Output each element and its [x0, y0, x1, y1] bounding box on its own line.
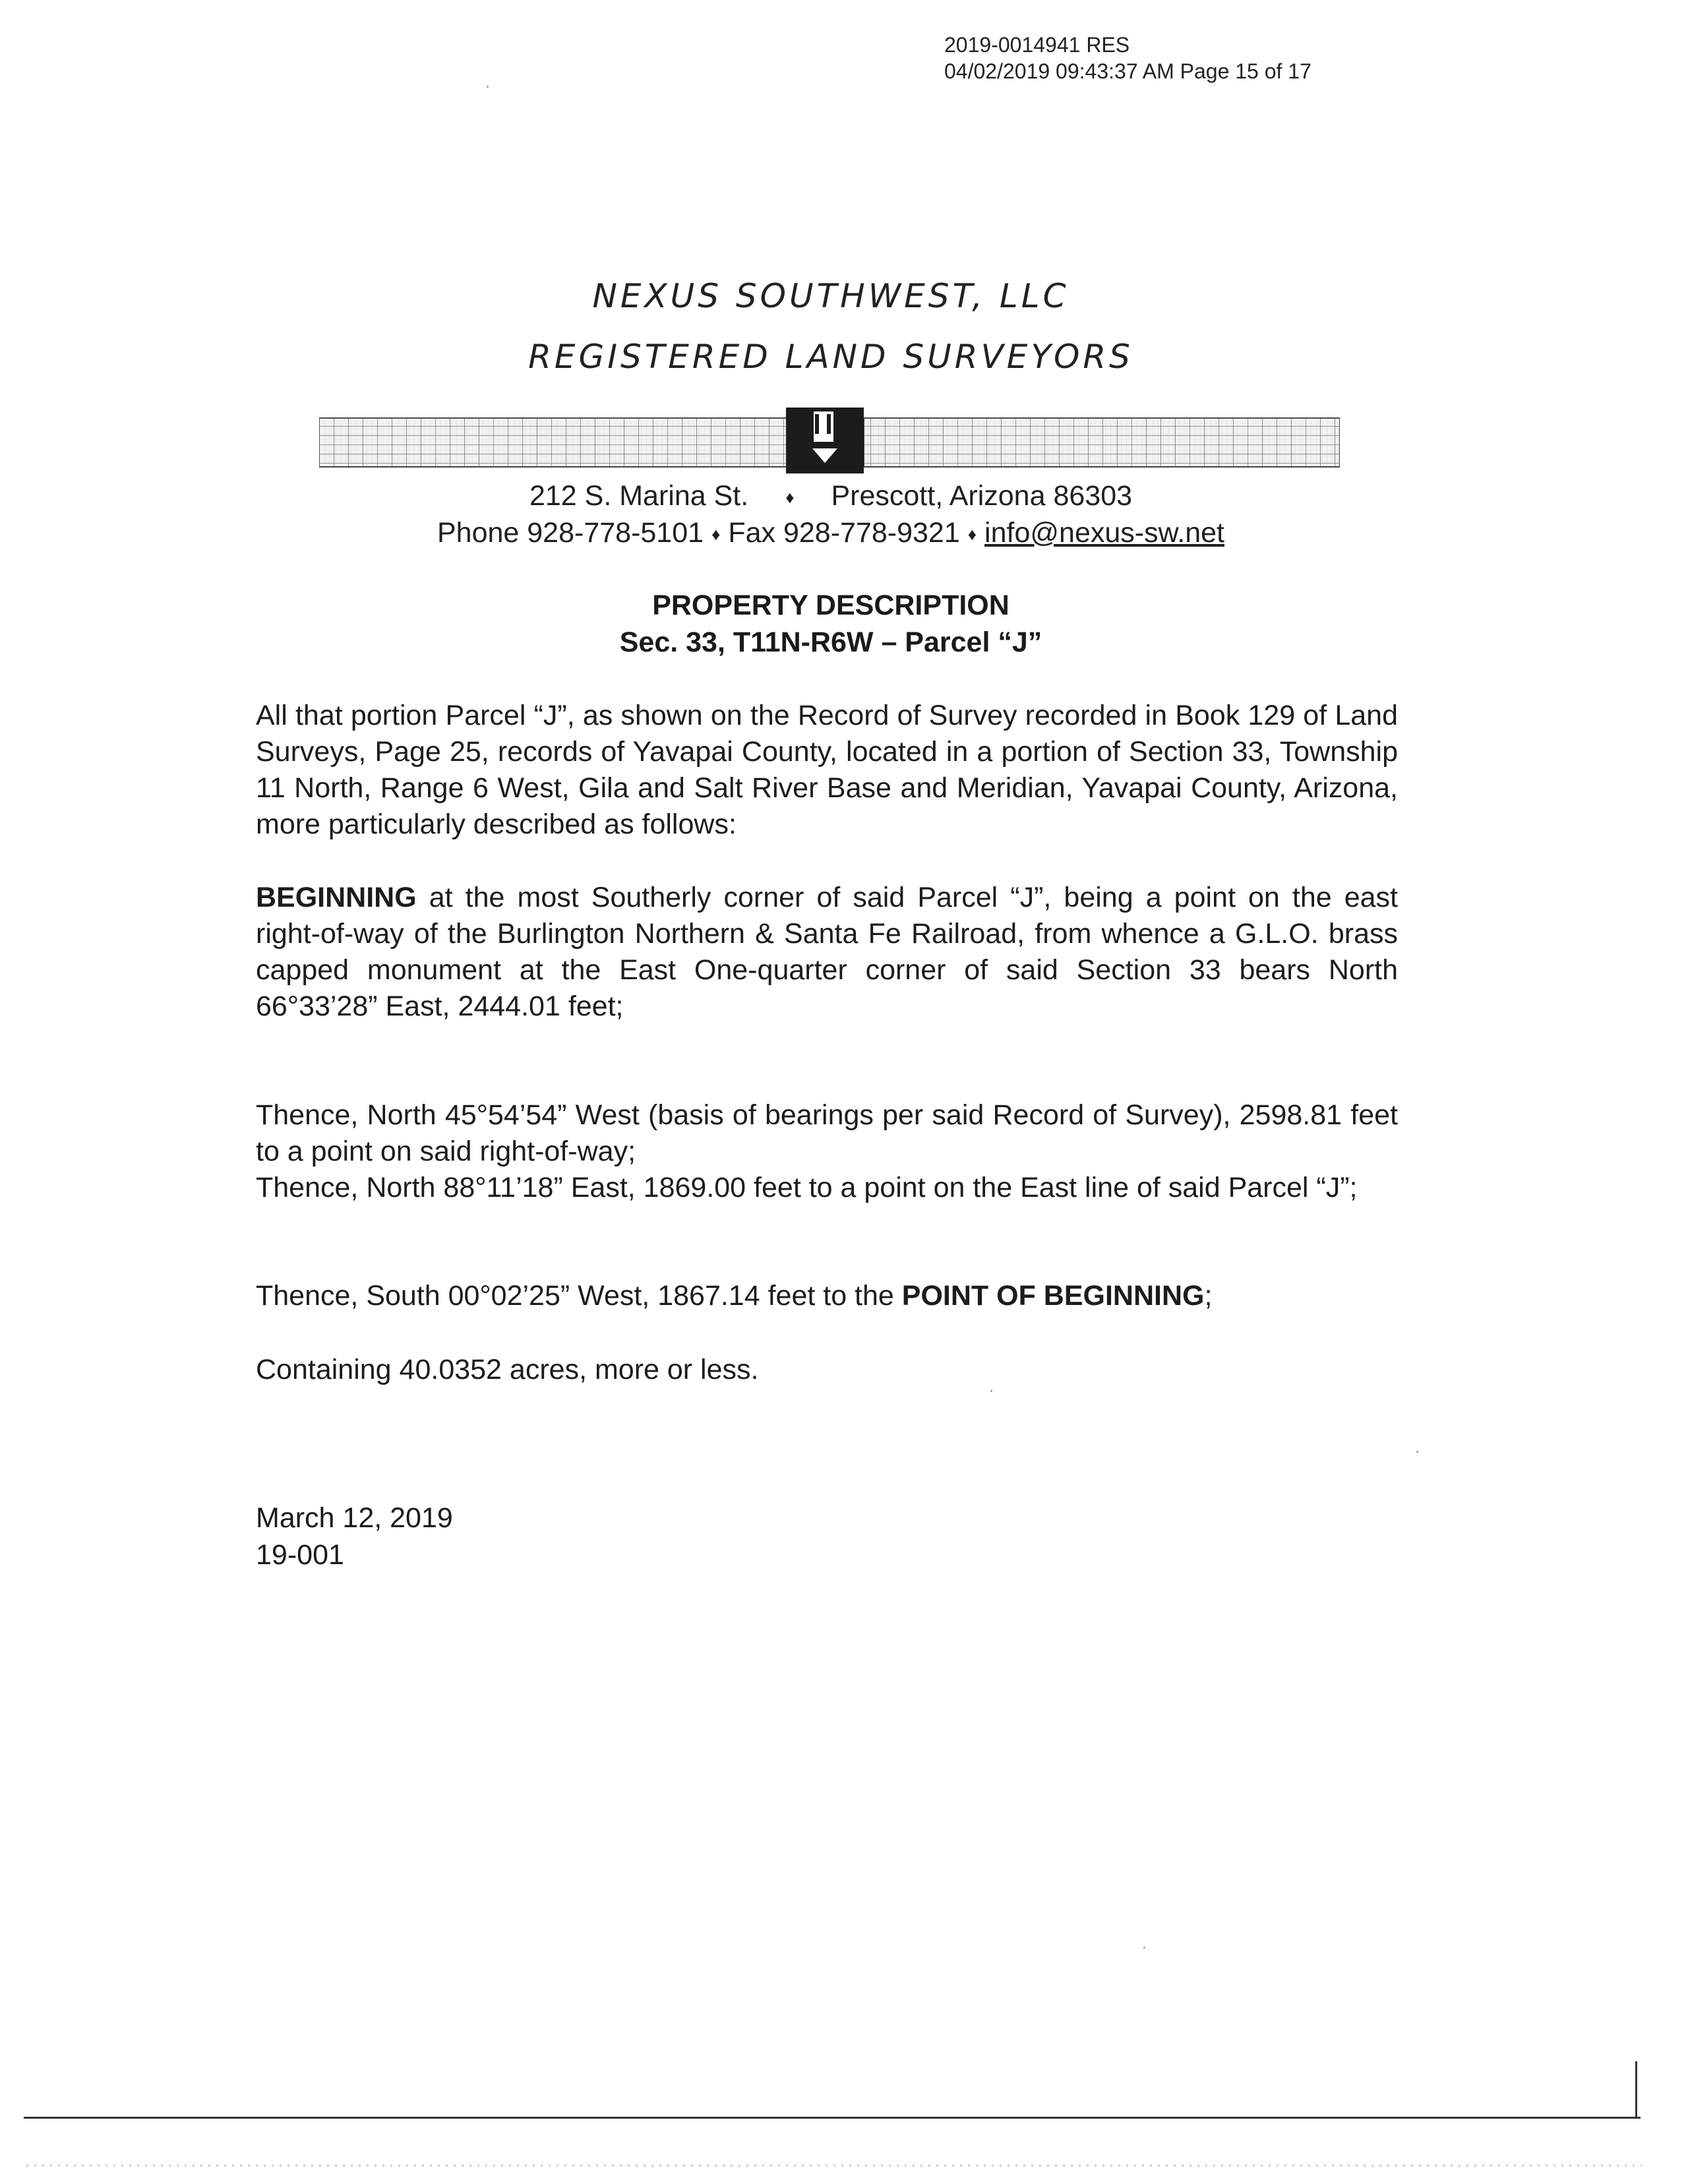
diamond-separator-icon: ♦ — [967, 524, 977, 545]
company-subtitle: REGISTERED LAND SURVEYORS — [528, 338, 1133, 376]
scan-speck — [990, 1390, 992, 1392]
document-number: 2019-0014941 RES — [944, 33, 1130, 57]
contact-line — [0, 517, 1662, 549]
fax-number: Fax 928-778-9321 — [728, 517, 960, 549]
company-name: NEXUS SOUTHWEST, LLC — [592, 277, 1070, 315]
scan-edge-dots — [26, 2164, 1642, 2167]
beginning-text: at the most Southerly corner of said Parcel “J”, being a point on the east right-of-way of the Burlington Northern & Santa Fe Railroad, from whence a G.L.O. brass capped monument at the East One-quarter corner of said Section 33 bears North 66°33’28” East, 2444.01 feet; — [256, 882, 1398, 1022]
course-3-text: Thence, South 00°02’25” West, 1867.14 feet to the — [256, 1280, 902, 1312]
document-title: PROPERTY DESCRIPTION — [652, 590, 1010, 621]
acreage-paragraph: Containing 40.0352 acres, more or less. — [256, 1354, 759, 1385]
diamond-separator-icon: ♦ — [785, 487, 795, 508]
margin-mark — [1635, 2061, 1637, 2117]
scan-speck — [1416, 1451, 1418, 1453]
scan-speck — [487, 86, 489, 88]
bottom-rule — [24, 2117, 1641, 2119]
course-3-end: ; — [1204, 1280, 1213, 1312]
letterhead-banner-graphic — [319, 408, 1340, 476]
point-of-beginning-label: POINT OF BEGINNING — [901, 1280, 1205, 1312]
scan-speck — [1143, 1947, 1145, 1949]
course-2-paragraph: Thence, North 88°11’18” East, 1869.00 feet to a point on the East line of said Parcel “J”; — [256, 1172, 1358, 1203]
beginning-label: BEGINNING — [256, 882, 417, 913]
street-address: 212 S. Marina St. — [529, 480, 749, 512]
email-link[interactable]: info@nexus-sw.net — [984, 517, 1224, 549]
phone-number: Phone 928-778-5101 — [437, 517, 704, 549]
course-1-paragraph: Thence, North 45°54’54” West (basis of bearings per said Record of Survey), 2598.81 feet to a point on said right-of-way; — [256, 1099, 1398, 1167]
recording-timestamp: 04/02/2019 09:43:37 AM Page 15 of 17 — [944, 59, 1311, 83]
beginning-paragraph — [256, 880, 1398, 1025]
document-date: March 12, 2019 — [256, 1502, 453, 1534]
recording-stamp — [944, 32, 1311, 84]
diamond-separator-icon: ♦ — [711, 524, 721, 545]
job-number: 19-001 — [256, 1539, 344, 1571]
address-line — [0, 480, 1662, 512]
surveyor-logo-icon — [786, 408, 864, 473]
city-state-zip: Prescott, Arizona 86303 — [831, 480, 1133, 512]
intro-paragraph: All that portion Parcel “J”, as shown on the Record of Survey recorded in Book 129 of Land Surveys, Page 25, records of Yavapai County, located in a portion of Section 33, Township 11 North, Range 6 West, Gila and Salt River Base and Meridian, Yavapai County, Arizona, more particularly described as follows: — [256, 700, 1398, 840]
course-3-paragraph — [256, 1278, 1398, 1314]
document-subtitle: Sec. 33, T11N-R6W – Parcel “J” — [619, 626, 1042, 658]
